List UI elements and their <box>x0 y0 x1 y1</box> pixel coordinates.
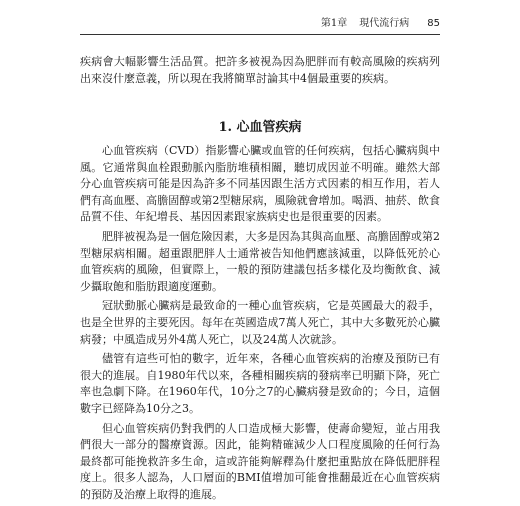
paragraph-2: 肥胖被視為是一個危險因素，大多是因為其與高血壓、高膽固醇或第2型糖尿病相關。超重跟肥胖人士通常被告知他們應該減重，以降低死於心血管疾病的風險，但實際上，一般的預防建議包括多樣化及均衡飲食、減少攝取飽和脂肪跟適度運動。 <box>80 229 440 293</box>
section-heading: 1. 心血管疾病 <box>218 120 302 135</box>
section-body <box>80 143 440 506</box>
paragraph-4: 儘管有這些可怕的數字，近年來，各種心血管疾病的治療及預防已有很大的進展。自1980年代以來，各種相關疾病的發病率已明顯下降，死亡率也急劇下降。在1960年代，10分之7的心臟病發是致命的；今日，這個數字已經降為10分之3。 <box>80 352 440 415</box>
intro-paragraph: 疾病會大幅影響生活品質。把許多被視為因為肥胖而有較高風險的疾病列出來沒什麼意義，所以現在我將簡單討論其中4個最重要的疾病。 <box>80 55 440 85</box>
page-number: 85 <box>427 18 440 29</box>
paragraph-5: 但心血管疾病仍對我們的人口造成極大影響，使壽命變短，並占用我們很大一部分的醫療資源。因此，能夠精確減少人口程度風險的任何行為最終都可能挽救許多生命，這或許能夠解釋為什麼把重點放在降低肥胖程度上。很多人認為，人口層面的BMI值增加可能會推翻最近在心血管疾病的預防及治療上取得的進展。 <box>80 421 440 501</box>
running-header <box>80 14 440 34</box>
header-rule <box>80 34 440 35</box>
paragraph-3: 冠狀動脈心臟病是最致命的一種心血管疾病，它是英國最大的殺手，也是全世界的主要死因。每年在英國造成7萬人死亡，其中大多數死於心臟病發；中風造成另外4萬人死亡，以及24萬人次就診。 <box>80 299 440 346</box>
paragraph-1: 心血管疾病（CVD）指影響心臟或血管的任何疾病，包括心臟病與中風。它通常與血栓跟動脈內脂肪堆積相關，聽切成因並不明確。雖然大部分心血管疾病可能是因為許多不同基因跟生活方式因素的相互作用，若人們有高血壓、高膽固醇或第2型糖尿病，風險就會增加。喝酒、抽菸、飲食品質不佳、年紀增長、基因因素跟家族病史也是很重要的因素。 <box>80 144 440 224</box>
chapter-label: 第1章 <box>320 18 348 29</box>
chapter-title: 現代流行病 <box>359 18 410 29</box>
